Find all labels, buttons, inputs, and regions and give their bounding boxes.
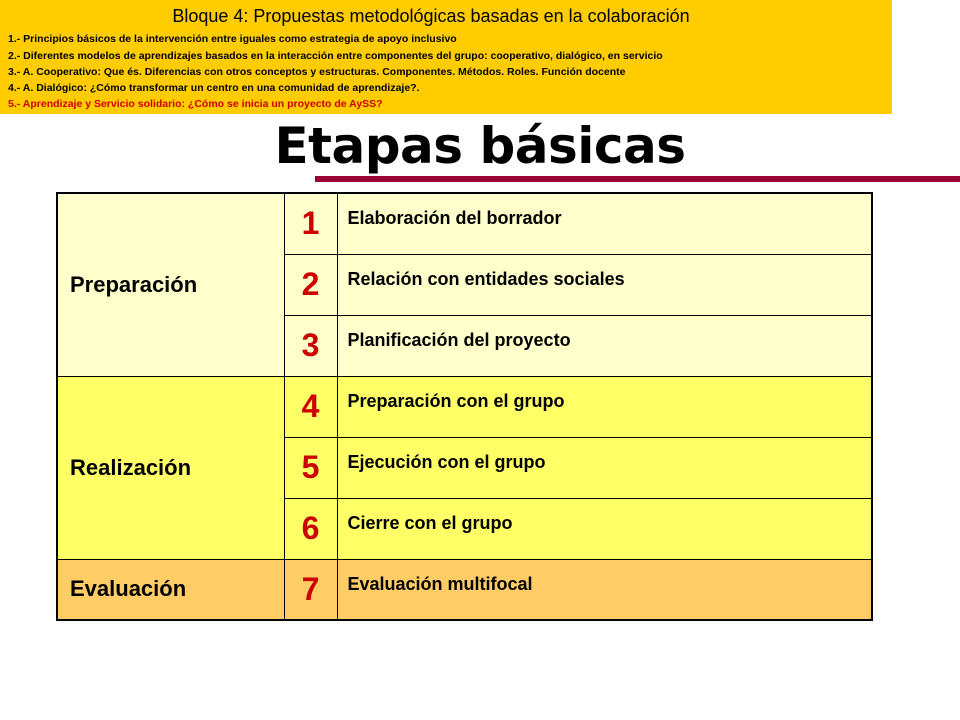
topic-item: 1.- Principios básicos de la intervención entre iguales como estrategia de apoyo inclusivo [8, 33, 457, 45]
phase-realizacion: Realización [57, 376, 284, 559]
step-description: Elaboración del borrador [337, 193, 872, 254]
phase-evaluacion: Evaluación [57, 559, 284, 620]
stages-table [56, 192, 873, 621]
table-row [57, 193, 872, 254]
page-title: Etapas básicas [274, 117, 686, 175]
table-row [57, 559, 872, 620]
header-banner [0, 0, 892, 114]
topic-item: 4.- A. Dialógico: ¿Cómo transformar un centro en una comunidad de aprendizaje?. [8, 82, 420, 94]
topic-item-highlighted: 5.- Aprendizaje y Servicio solidario: ¿Cómo se inicia un proyecto de AySS? [8, 98, 383, 110]
step-number: 4 [284, 376, 337, 437]
step-description: Preparación con el grupo [337, 376, 872, 437]
step-number: 5 [284, 437, 337, 498]
block-title: Bloque 4: Propuestas metodológicas basadas en la colaboración [172, 6, 690, 26]
step-number: 7 [284, 559, 337, 620]
step-description: Planificación del proyecto [337, 315, 872, 376]
step-number: 3 [284, 315, 337, 376]
topic-item: 3.- A. Cooperativo: Que és. Diferencias con otros conceptos y estructuras. Componentes. Métodos. Roles. Función docente [8, 66, 626, 78]
step-number: 2 [284, 254, 337, 315]
step-description: Cierre con el grupo [337, 498, 872, 559]
step-description: Relación con entidades sociales [337, 254, 872, 315]
phase-preparacion: Preparación [57, 193, 284, 376]
topic-item: 2.- Diferentes modelos de aprendizajes basados en la interacción entre componentes del grupo: cooperativo, dialógico, en servicio [8, 50, 663, 62]
step-description: Evaluación multifocal [337, 559, 872, 620]
step-description: Ejecución con el grupo [337, 437, 872, 498]
table-row [57, 376, 872, 437]
step-number: 1 [284, 193, 337, 254]
title-divider [315, 176, 960, 182]
step-number: 6 [284, 498, 337, 559]
